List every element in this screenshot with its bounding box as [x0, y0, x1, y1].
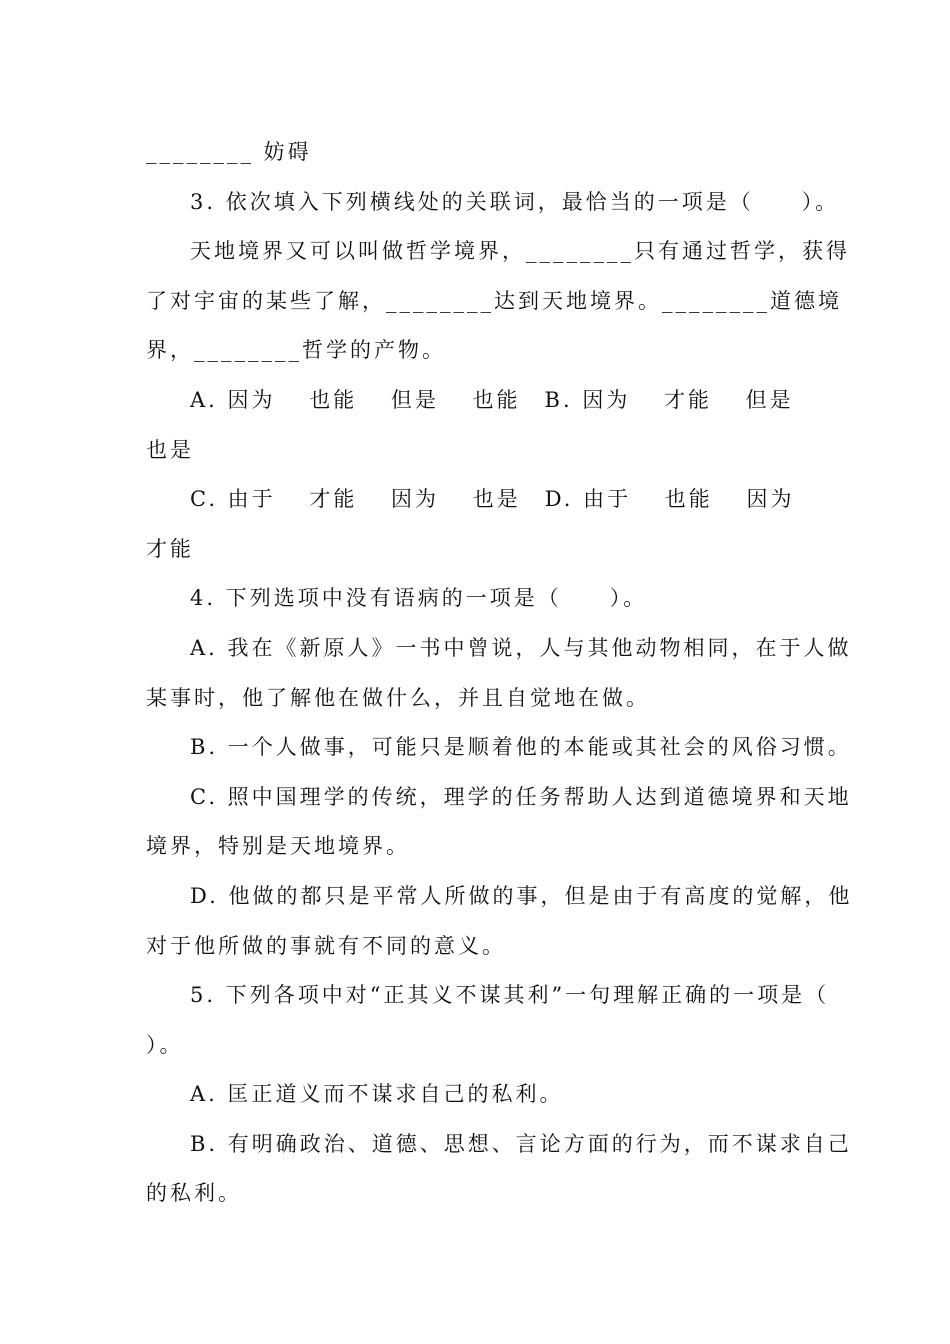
- question-4-stem: 4. 下列选项中没有语病的一项是（ ）。: [190, 586, 648, 611]
- question-4-option-a: A. 我在《新原人》一书中曾说，人与其他动物相同，在于人做: [190, 635, 852, 660]
- question-3-options-ab-wrap: 也是: [146, 437, 194, 462]
- question-3-stem: 3. 依次填入下列横线处的关联词，最恰当的一项是（ ）。: [190, 189, 840, 214]
- question-5-stem-wrap: ）。: [146, 1032, 184, 1057]
- question-4-option-d: D. 他做的都只是平常人所做的事，但是由于有高度的觉解，他: [190, 883, 853, 908]
- question-3-options-cd-wrap: 才能: [146, 536, 194, 561]
- question-4-option-c: C. 照中国理学的传统，理学的任务帮助人达到道德境界和天地: [190, 784, 852, 809]
- question-4-option-a-wrap: 某事时，他了解他在做什么，并且自觉地在做。: [146, 685, 650, 710]
- text-line-1: ________ 妨碍: [146, 140, 312, 164]
- question-3-passage-line-2: 了对宇宙的某些了解，________达到天地境界。________道德境: [146, 288, 842, 313]
- question-3-options-cd: C. 由于 才能 因为 也是 D. 由于 也能 因为: [190, 487, 795, 512]
- question-3-options-ab: A. 因为 也能 但是 也能 B. 因为 才能 但是: [190, 387, 794, 412]
- question-4-option-c-wrap: 境界，特别是天地境界。: [146, 834, 410, 859]
- question-5-option-b-wrap: 的私利。: [146, 1181, 242, 1206]
- document-body: [146, 128, 853, 1219]
- question-4-option-b: B. 一个人做事，可能只是顺着他的本能或其社会的风俗习惯。: [190, 735, 852, 760]
- question-5-option-b: B. 有明确政治、道德、思想、言论方面的行为，而不谋求自己: [190, 1131, 852, 1156]
- question-5-option-a: A. 匡正道义而不谋求自己的私利。: [190, 1082, 564, 1107]
- question-3-passage-line-1: 天地境界又可以叫做哲学境界，________只有通过哲学，获得: [190, 239, 850, 264]
- question-3-passage-line-3: 界，________哲学的产物。: [146, 338, 446, 363]
- question-4-option-d-wrap: 对于他所做的事就有不同的意义。: [146, 933, 506, 958]
- question-5-stem: 5. 下列各项中对“正其义不谋其利”一句理解正确的一项是（: [190, 983, 830, 1008]
